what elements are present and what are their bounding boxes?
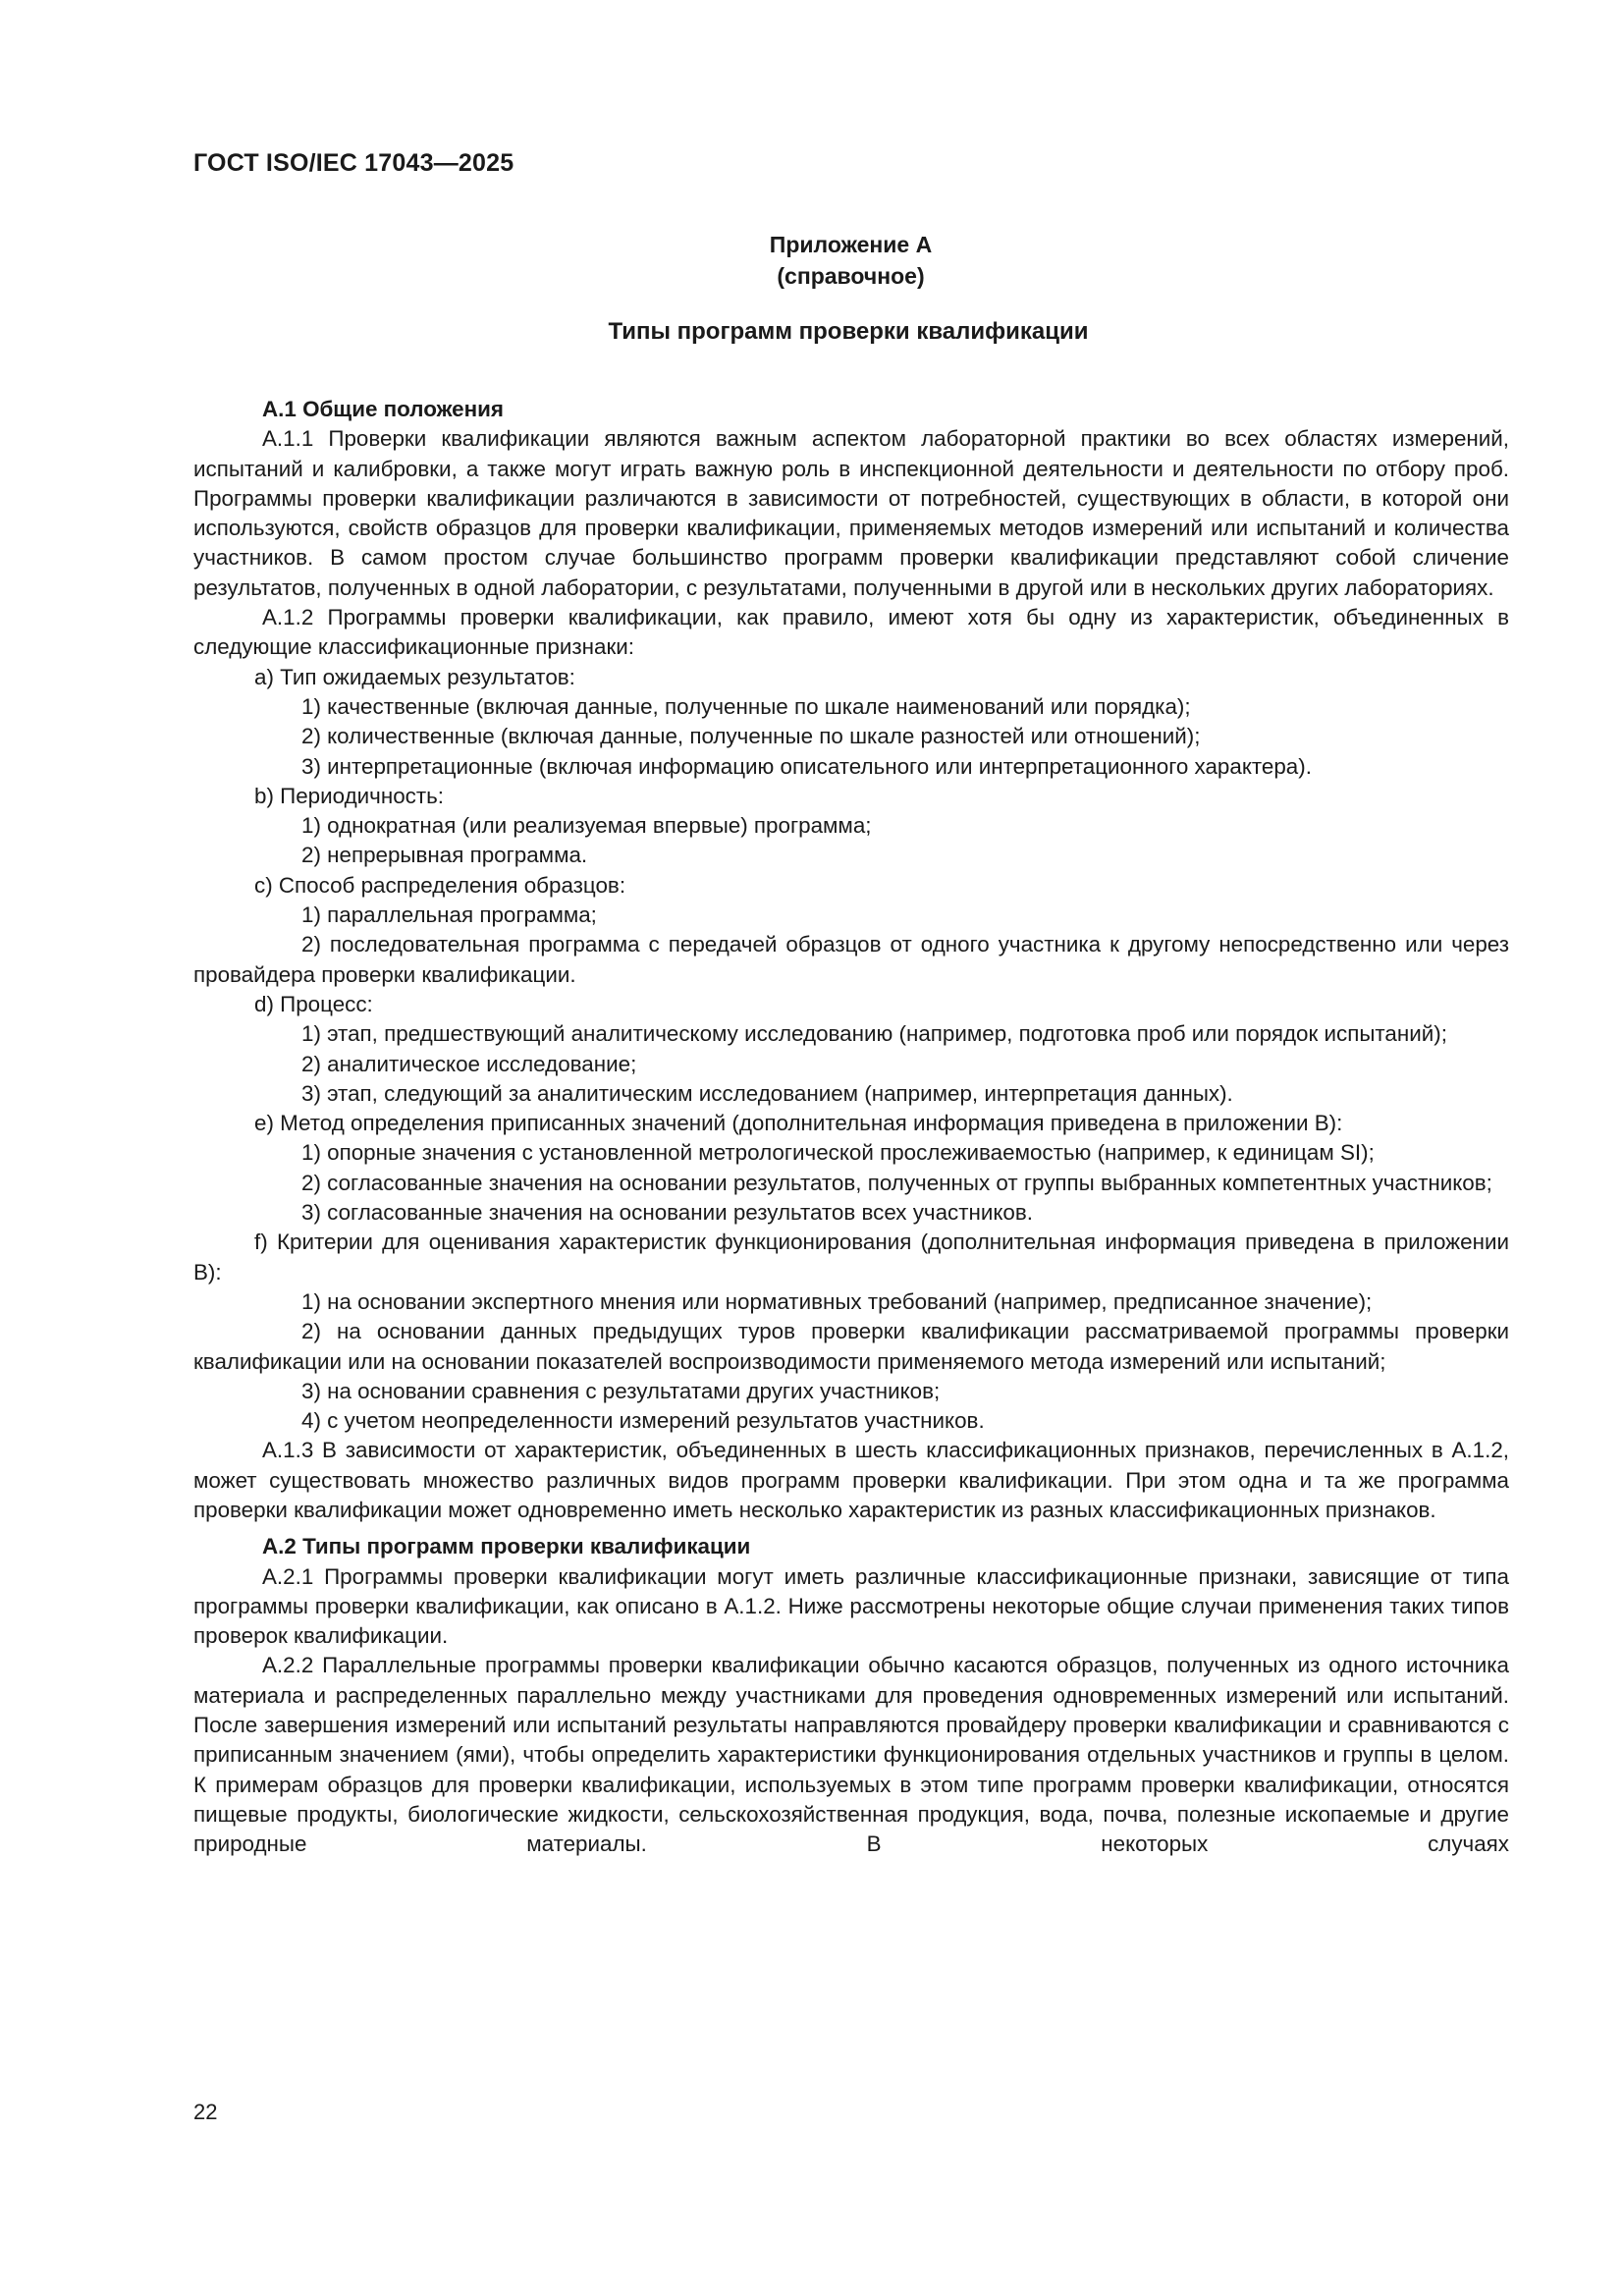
annex-label: Приложение А bbox=[769, 232, 933, 257]
list-item-b: b) Периодичность: bbox=[254, 783, 444, 808]
page-title bbox=[0, 318, 1623, 346]
paragraph-a2-2: А.2.2 Параллельные программы проверки квалификации обычно касаются образцов, полученных из одного источника материала и распределенных параллельно между участниками для проведения одновременных измерений или испытаний. После завершения измерений или испытаний результаты направляются провайдеру проверки квалификации и сравниваются с приписанным значением (ями), чтобы определить характеристики функционирования отдельных участников и группы в целом. К примерам образцов для проверки квалификации, используемых в этом типе программ проверки квалификации, относятся пищевые продукты, биологические жидкости, сельскохозяйственная продукция, вода, почва, полезные ископаемые и другие природные материалы. В некоторых случаях bbox=[193, 1653, 1509, 1857]
paragraph-a1-2: А.1.2 Программы проверки квалификации, как правило, имеют хотя бы одну из характеристик, объединенных в следующие классификационные признаки: bbox=[193, 605, 1509, 660]
annex-type: (справочное) bbox=[777, 263, 925, 289]
list-item-d: d) Процесс: bbox=[254, 991, 373, 1016]
document-code: ГОСТ ISO/IEC 17043—2025 bbox=[193, 149, 514, 177]
list-item-a1: 1) качественные (включая данные, полученные по шкале наименований или порядка); bbox=[301, 693, 1191, 719]
list-item-a3: 3) интерпретационные (включая информацию описательного или интерпретационного характера). bbox=[301, 753, 1312, 779]
list-item-f1: 1) на основании экспертного мнения или нормативных требований (например, предписанное значение); bbox=[301, 1288, 1373, 1314]
list-item-b2: 2) непрерывная программа. bbox=[301, 843, 588, 868]
list-item-c1: 1) параллельная программа; bbox=[301, 902, 597, 928]
section-heading-a1: А.1 Общие положения bbox=[262, 397, 504, 421]
page-title-text: Типы программ проверки квалификации bbox=[608, 318, 1089, 345]
page-number: 22 bbox=[193, 2100, 218, 2124]
list-item-f2: 2) на основании данных предыдущих туров проверки квалификации рассматриваемой программы проверки квалификации или на основании показателей воспроизводимости применяемого метода измерений или испытаний; bbox=[193, 1319, 1509, 1374]
list-item-d3: 3) этап, следующий за аналитическим исследованием (например, интерпретация данных). bbox=[301, 1080, 1233, 1106]
list-item-c2: 2) последовательная программа с передачей образцов от одного участника к другому непосредственно или через провайдера проверки квалификации. bbox=[193, 932, 1509, 987]
list-item-b1: 1) однократная (или реализуемая впервые) программа; bbox=[301, 813, 872, 839]
list-item-d2: 2) аналитическое исследование; bbox=[301, 1051, 637, 1076]
list-item-c: c) Способ распределения образцов: bbox=[254, 872, 626, 898]
list-item-a: a) Тип ожидаемых результатов: bbox=[254, 664, 575, 689]
list-item-e2: 2) согласованные значения на основании результатов, полученных от группы выбранных компетентных участников; bbox=[301, 1170, 1492, 1195]
document-body bbox=[193, 395, 1509, 1860]
paragraph-a1-3: А.1.3 В зависимости от характеристик, объединенных в шесть классификационных признаков, перечисленных в А.1.2, может существовать множество различных видов программ проверки квалификации. При этом одна и та же программа проверки квалификации может одновременно иметь несколько характеристик из разных классификационных признаков. bbox=[193, 1438, 1509, 1522]
section-heading-a2: А.2 Типы программ проверки квалификации bbox=[262, 1534, 751, 1559]
list-item-f3: 3) на основании сравнения с результатами других участников; bbox=[301, 1378, 941, 1403]
paragraph-a1-1: А.1.1 Проверки квалификации являются важным аспектом лабораторной практики во всех областях измерений, испытаний и калибровки, а также могут играть важную роль в инспекционной деятельности и деятельности по отбору проб. Программы проверки квалификации различаются в зависимости от потребностей, существующих в области, в которой они используются, свойств образцов для проверки квалификации, применяемых методов измерений или испытаний и количества участников. В самом простом случае большинство программ проверки квалификации представляют собой сличение результатов, полученных в одной лаборатории, с результатами, полученными в другой или в нескольких других лабораториях. bbox=[193, 426, 1509, 600]
list-item-e: e) Метод определения приписанных значений (дополнительная информация приведена в приложении В): bbox=[254, 1111, 1343, 1136]
paragraph-a2-1: А.2.1 Программы проверки квалификации могут иметь различные классификационные признаки, зависящие от типа программы проверки квалификации, как описано в А.1.2. Ниже рассмотрены некоторые общие случаи применения таких типов проверок квалификации. bbox=[193, 1563, 1509, 1649]
list-item-f4: 4) с учетом неопределенности измерений результатов участников. bbox=[301, 1408, 985, 1434]
list-item-e1: 1) опорные значения с установленной метрологической прослеживаемостью (например, к единицам SI); bbox=[301, 1140, 1375, 1166]
list-item-e3: 3) согласованные значения на основании результатов всех участников. bbox=[301, 1200, 1033, 1226]
annex-heading bbox=[0, 229, 1623, 292]
list-item-a2: 2) количественные (включая данные, полученные по шкале разностей или отношений); bbox=[301, 724, 1201, 749]
list-item-d1: 1) этап, предшествующий аналитическому исследованию (например, подготовка проб или порядок испытаний); bbox=[301, 1021, 1447, 1047]
list-item-f: f) Критерии для оценивания характеристик функционирования (дополнительная информация приведена в приложении В): bbox=[193, 1230, 1509, 1285]
